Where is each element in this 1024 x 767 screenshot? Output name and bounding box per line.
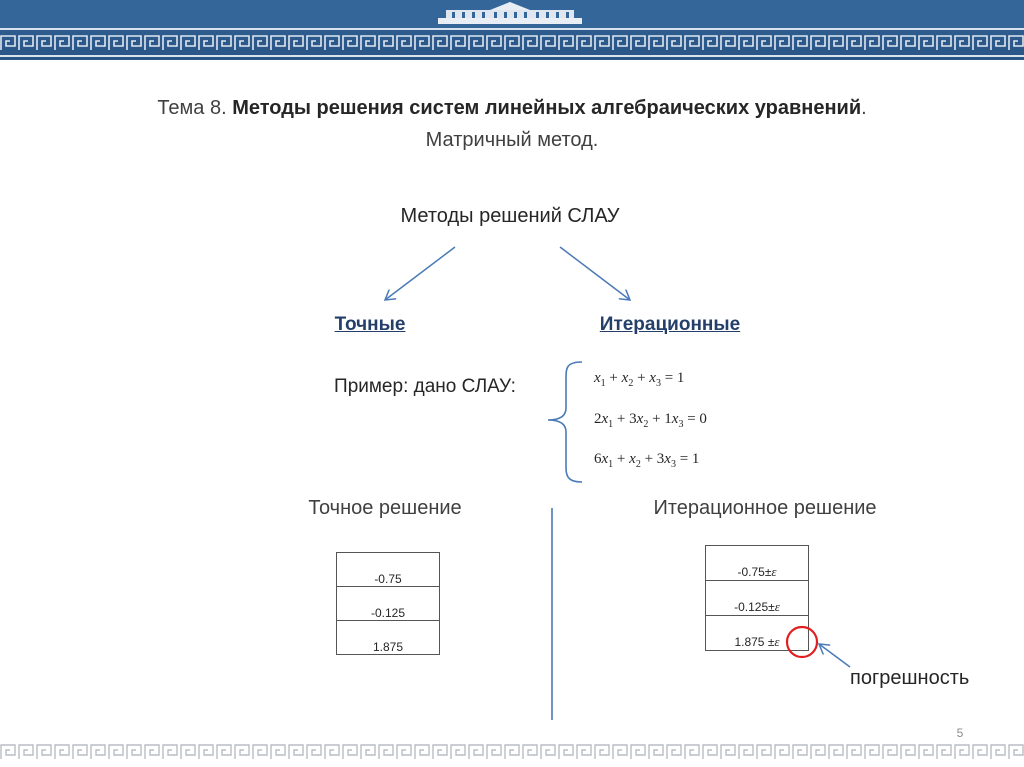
title-bold: Методы решения систем линейных алгебраических уравнений — [232, 97, 862, 119]
arrow-left — [385, 247, 455, 300]
methods-heading: Методы решений СЛАУ — [400, 205, 620, 227]
category-exact: Точные — [334, 314, 406, 335]
exact-value-3: 1.875 — [337, 621, 440, 655]
category-iterative: Итерационные — [599, 314, 741, 335]
exact-solution-heading: Точное решение — [308, 497, 462, 519]
iterative-solution-heading: Итерационное решение — [653, 497, 877, 519]
iterative-solution-table — [705, 545, 809, 651]
table-row — [706, 546, 809, 581]
page-number: 5 — [956, 726, 964, 740]
title-prefix: Тема 8. — [157, 97, 233, 119]
greek-key-border-top — [0, 34, 1024, 52]
iter-cell-2: -0.125±ε — [706, 581, 809, 616]
footer-band — [0, 741, 1024, 767]
exact-solution-table — [336, 552, 440, 655]
exact-value-2: -0.125 — [337, 587, 440, 621]
equation-1: $x_1 + x_2 + x_3 = 1$ — [594, 370, 685, 389]
equation-2: $2x_1 + 3x_2 + 1x_3 = 0$ — [594, 411, 707, 430]
table-row — [337, 587, 440, 621]
title-suffix: . Матричный метод. — [425, 97, 867, 151]
error-label: погрешность — [850, 667, 970, 689]
table-row — [706, 581, 809, 616]
header-rule — [0, 28, 1024, 30]
iter-cell-1: -0.75±ε — [706, 546, 809, 581]
iter-cell-3: 1.875 ±ε — [706, 616, 809, 651]
arrow-to-epsilon — [819, 644, 850, 667]
arrow-right — [560, 247, 630, 300]
building-logo-icon — [430, 0, 590, 28]
example-label: Пример: дано СЛАУ: — [334, 376, 516, 397]
table-row — [337, 621, 440, 655]
exact-value-1: -0.75 — [337, 553, 440, 587]
table-row — [337, 553, 440, 587]
header-band — [0, 0, 1024, 60]
table-row — [706, 616, 809, 651]
slide-title — [120, 92, 904, 156]
header-rule-lower — [0, 55, 1024, 57]
equation-3: $6x_1 + x_2 + 3x_3 = 1$ — [594, 451, 700, 470]
greek-key-border-bottom — [0, 743, 1024, 761]
